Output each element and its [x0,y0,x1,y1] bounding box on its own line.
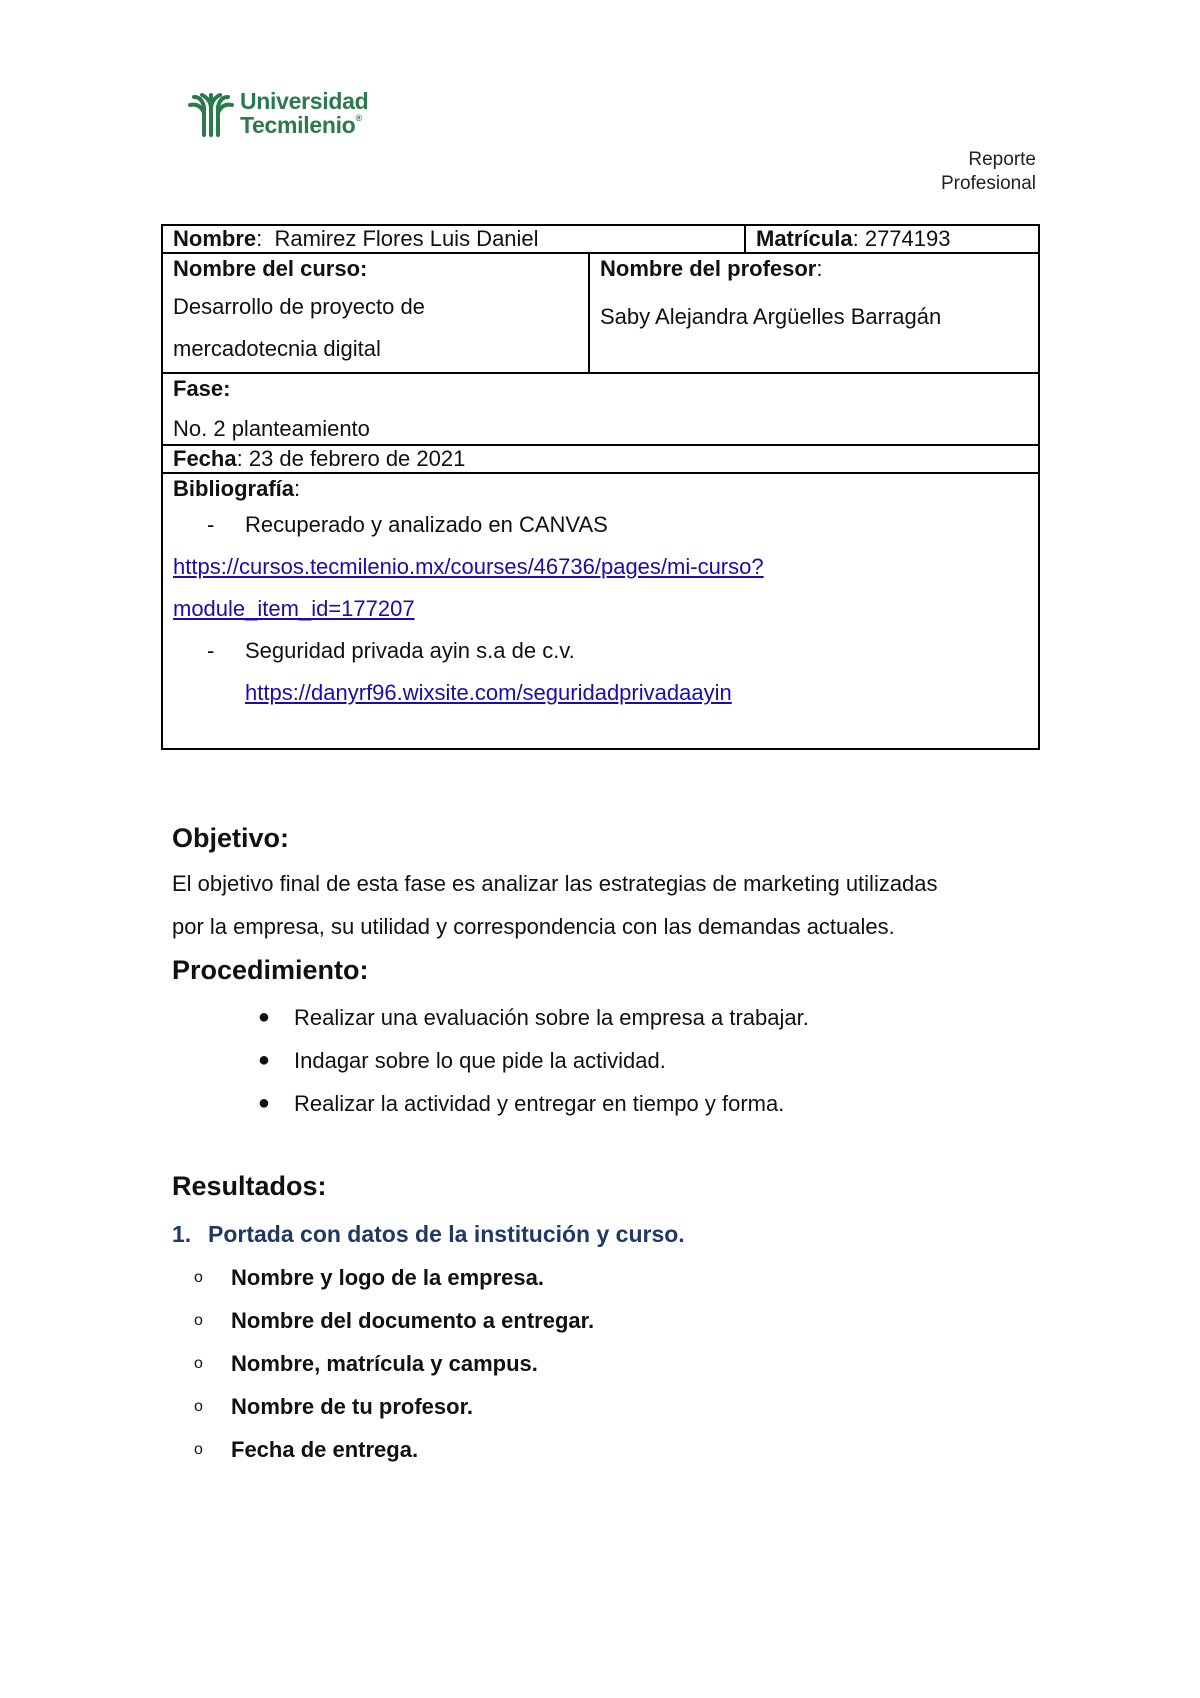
resultados-section [172,1166,1050,1471]
list-item [172,1082,1050,1125]
nombre-value: Ramirez Flores Luis Daniel [274,226,539,251]
report-label-line1: Reporte [968,149,1036,170]
bibliografia-label: Bibliografía [173,476,295,501]
resultados-sub-item-4: Nombre de tu profesor. [231,1394,474,1419]
resultados-sub-item-1: Nombre y logo de la empresa. [231,1265,544,1290]
resultados-heading: Resultados: [172,1171,327,1201]
list-item [172,1342,1050,1385]
fecha-value: 23 de febrero de 2021 [248,446,466,471]
biblio-item-1-text: Recuperado y analizado en CANVAS [245,512,608,537]
list-item [172,1039,1050,1082]
fase-value: No. 2 planteamiento [173,416,370,441]
procedimiento-item-1: Realizar una evaluación sobre la empresa a trabajar. [294,1005,809,1030]
nombre-label: Nombre [173,226,257,251]
circle-bullet-icon: o [194,1355,203,1372]
biblio-item-2-text: Seguridad privada ayin s.a de c.v. [245,638,575,663]
fase-cell [162,373,1039,445]
biblio-link-canvas-line1[interactable]: https://cursos.tecmilenio.mx/courses/46736/pages/mi-curso? [173,554,764,579]
report-label-line2: Profesional [940,173,1036,194]
resultados-sub-item-3: Nombre, matrícula y campus. [231,1351,538,1376]
procedimiento-heading: Procedimiento: [172,955,369,985]
resultados-sub-item-5: Fecha de entrega. [231,1437,419,1462]
procedimiento-item-2: Indagar sobre lo que pide la actividad. [294,1048,666,1073]
dash-marker: - [207,638,215,663]
fecha-label: Fecha [173,446,237,471]
bibliografia-cell [162,473,1039,749]
list-item [172,996,1050,1039]
circle-bullet-icon: o [194,1269,203,1286]
report-type-label [941,148,1036,196]
list-item [172,1299,1050,1342]
curso-value-line2: mercadotecnia digital [173,336,381,361]
resultados-item-1 [172,1212,1050,1256]
biblio-item-2 [173,630,1028,672]
dash-marker: - [207,512,215,537]
matricula-label: Matrícula [756,226,853,251]
matricula-cell: Matrícula: 2774193 [745,225,1039,253]
tecmilenio-leaf-icon [188,91,234,137]
bullet-icon: ● [257,1049,270,1071]
objetivo-line1: El objetivo final de esta fase es analizar las estrategias de marketing utilizadas [172,871,938,896]
logo-text-tecmilenio [240,114,368,137]
curso-cell [162,253,589,373]
list-item [172,1385,1050,1428]
circle-bullet-icon: o [194,1312,203,1329]
logo-text-tecmilenio-word: Tecmilenio [240,112,356,138]
student-info-table [161,224,1040,750]
profesor-label: Nombre del profesor [600,256,817,281]
circle-bullet-icon: o [194,1441,203,1458]
biblio-link-canvas-line2[interactable]: module_item_id=177207 [173,596,415,621]
list-item [172,1428,1050,1471]
circle-bullet-icon: o [194,1398,203,1415]
curso-label: Nombre del curso: [173,256,368,281]
objetivo-heading: Objetivo: [172,823,290,853]
bibliografia-label-wrap: Bibliografía: [173,476,301,501]
fase-label: Fase: [173,376,231,401]
procedimiento-list [172,996,1050,1125]
resultados-item-1-text: Portada con datos de la institución y curso. [208,1221,685,1247]
resultados-item-1-number: 1. [172,1221,192,1247]
university-logo [188,90,368,137]
biblio-link-wixsite[interactable]: https://danyrf96.wixsite.com/seguridadprivadaayin [245,680,732,705]
nombre-cell: Nombre: Ramirez Flores Luis Daniel [162,225,745,253]
resultados-sublist [172,1256,1050,1471]
procedimiento-section [172,950,1050,1125]
matricula-value: 2774193 [864,226,951,251]
biblio-item-1 [173,504,1028,546]
bullet-icon: ● [257,1006,270,1028]
procedimiento-item-3: Realizar la actividad y entregar en tiempo y forma. [294,1091,785,1116]
profesor-cell [589,253,1039,373]
bullet-icon: ● [257,1092,270,1114]
objetivo-section [172,818,1050,948]
profesor-value: Saby Alejandra Argüelles Barragán [600,304,942,329]
profesor-label-wrap: Nombre del profesor: [600,256,823,281]
list-item [172,1256,1050,1299]
registered-mark: ® [355,113,362,123]
objetivo-line2: por la empresa, su utilidad y correspondencia con las demandas actuales. [172,914,895,939]
resultados-sub-item-2: Nombre del documento a entregar. [231,1308,595,1333]
curso-value-line1: Desarrollo de proyecto de [173,294,425,319]
fecha-cell: Fecha: 23 de febrero de 2021 [162,445,1039,473]
logo-text-universidad: Universidad [240,88,369,114]
